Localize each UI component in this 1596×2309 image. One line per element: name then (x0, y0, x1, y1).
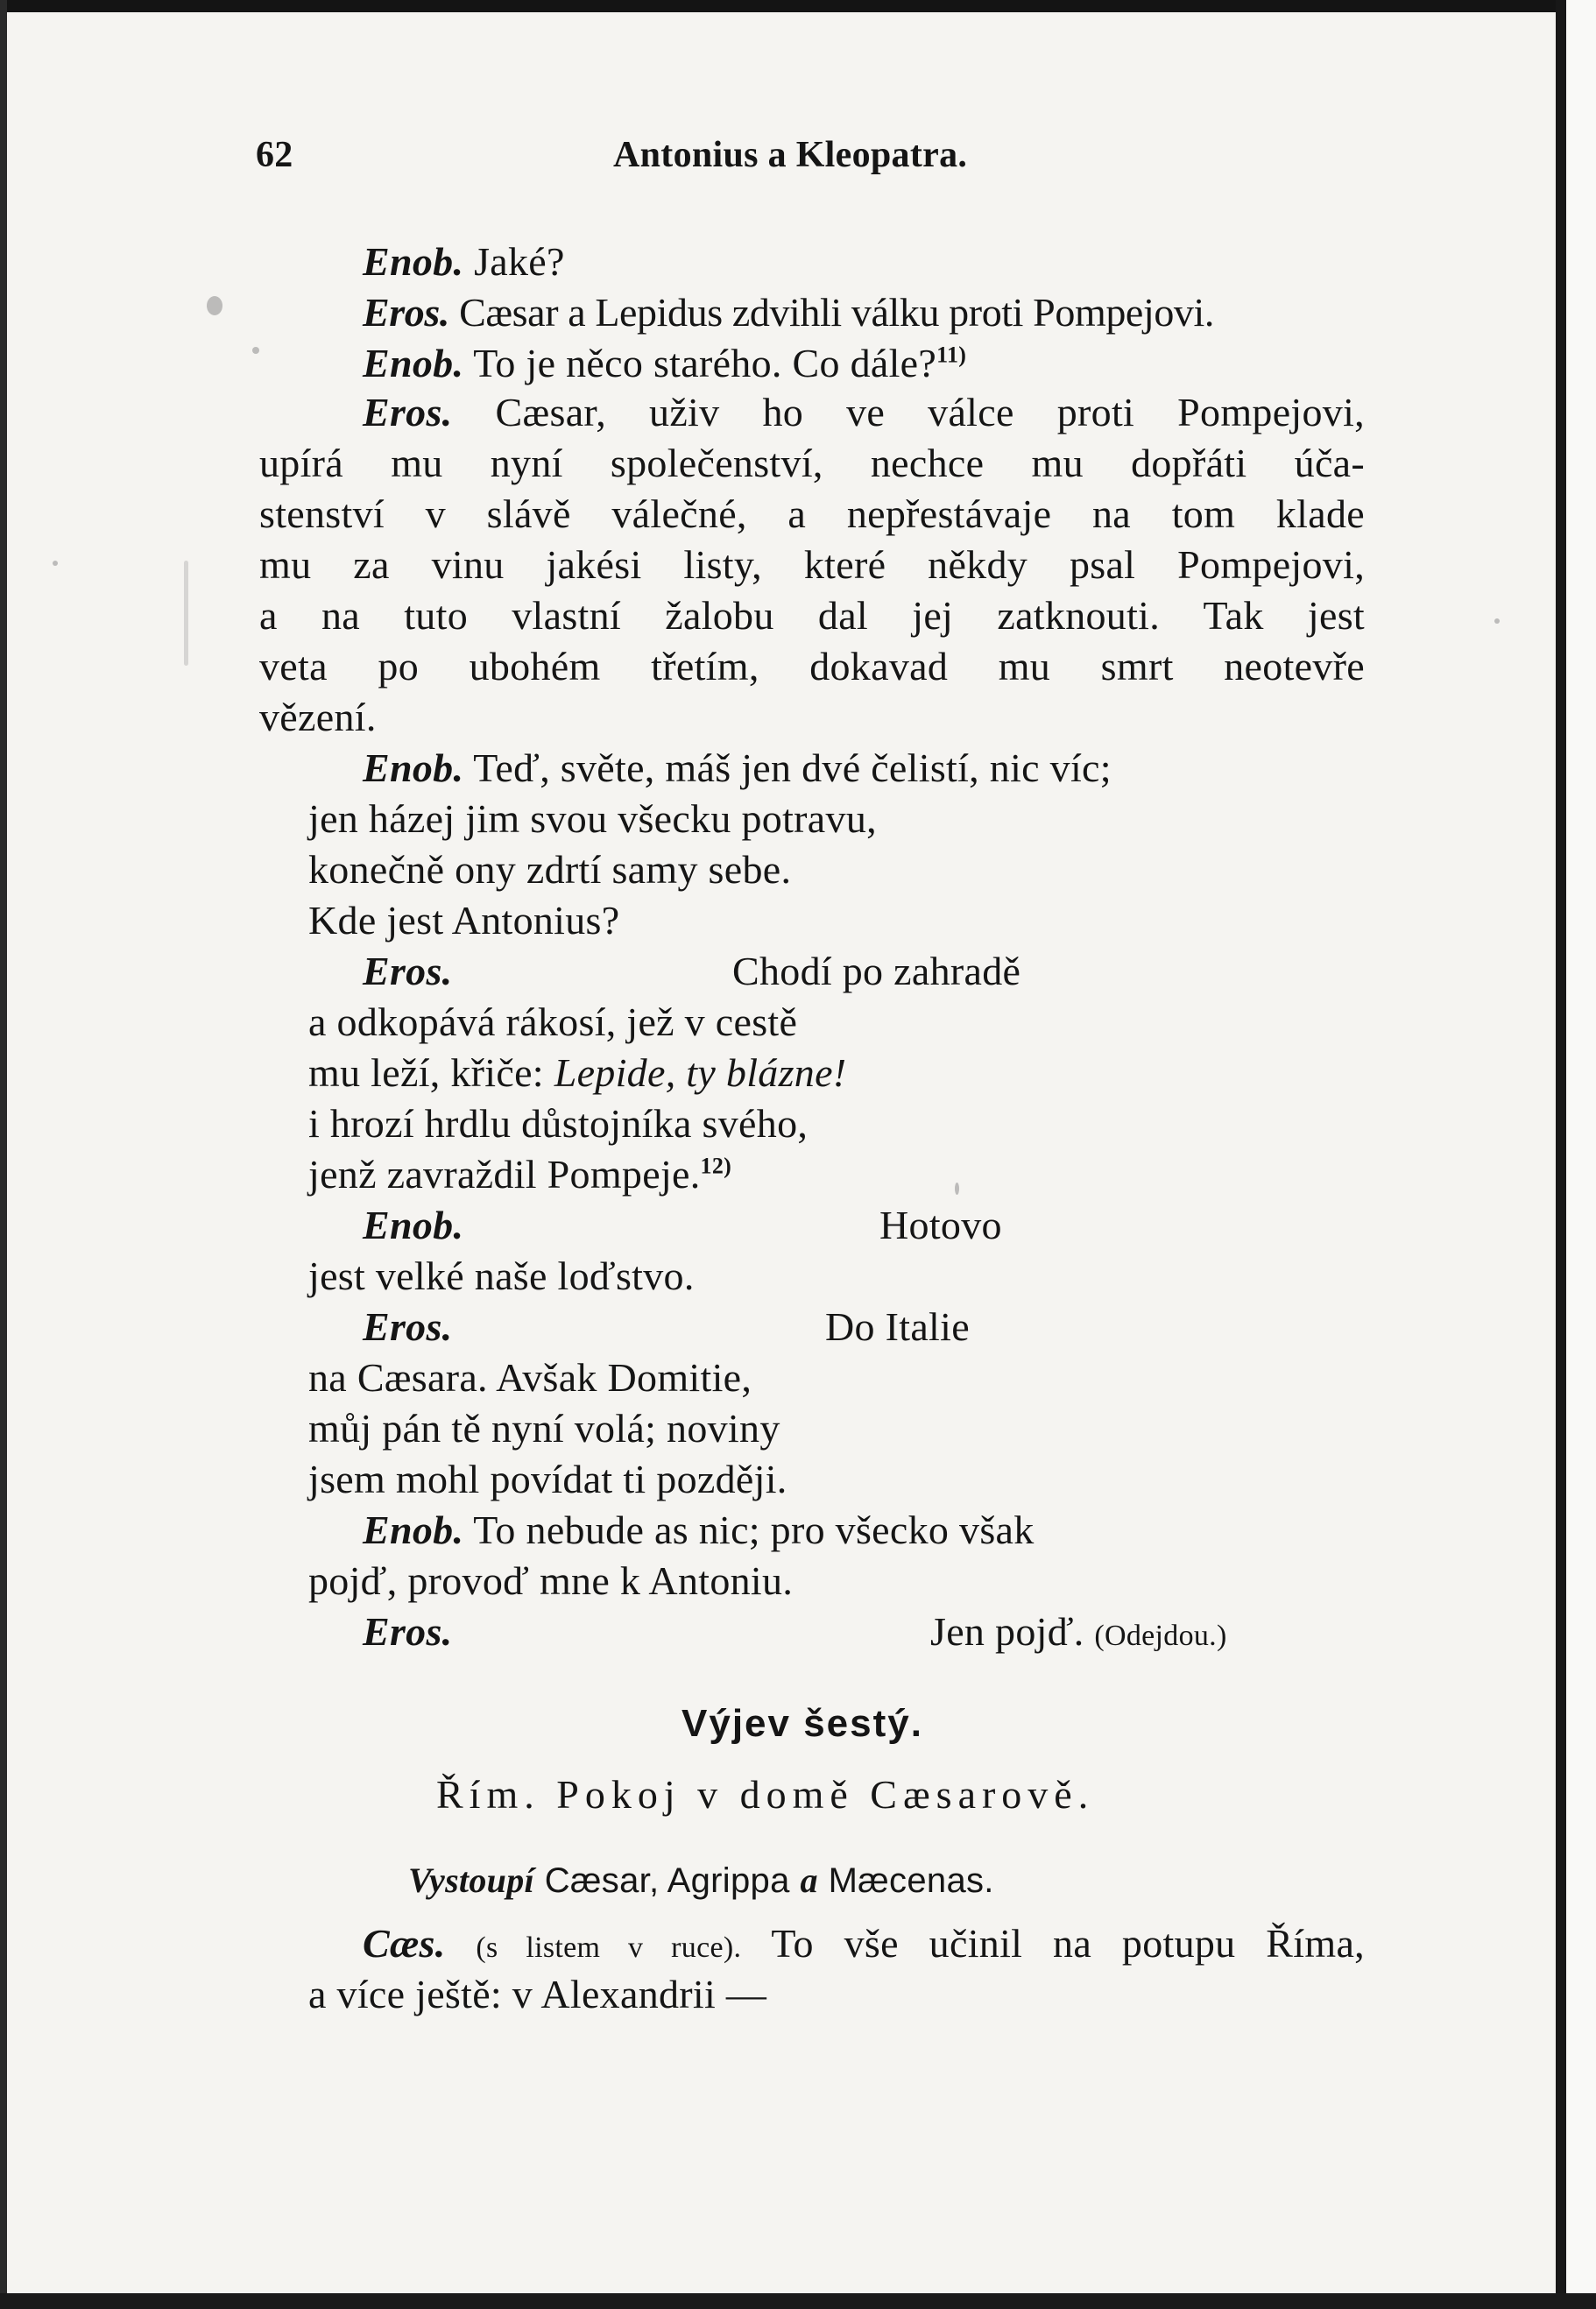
dialogue-line (363, 343, 966, 384)
dialogue-line (363, 290, 1214, 335)
stage-direction: (Odejdou.) (1094, 1620, 1227, 1652)
entrance-names: Cæsar, Agrippa (544, 1861, 790, 1900)
scene-title: Výjev šestý. (681, 1702, 923, 1745)
verse-line: pojď, provoď mne k Antoniu. (308, 1558, 794, 1603)
speaker-name: Enob. (363, 341, 464, 385)
verse-line: můj pán tě nyní volá; noviny (308, 1406, 780, 1451)
prose-line: mu za vinu jakési listy, které někdy psal Pompejovi, (259, 542, 1365, 587)
prose-line: stenství v slávě válečné, a nepřestávaje na tom klade (259, 491, 1365, 536)
prose-line: vězení. (259, 695, 377, 739)
stage-direction: (s listem v ruce). (476, 1931, 742, 1964)
speaker-name: Enob. (363, 745, 464, 790)
dialogue-line (363, 1510, 1035, 1550)
dialogue-line (363, 951, 452, 992)
entrance-conj: a (800, 1861, 818, 1900)
entrance-last: Mæcenas. (828, 1861, 994, 1900)
prose-line: upírá mu nyní společenství, nechce mu dopřáti úča- (259, 441, 1365, 485)
dialogue-line (363, 1609, 453, 1654)
line-text: Cæsar, uživ ho ve válce proti Pompejovi, (495, 390, 1365, 434)
line-text: Chodí po zahradě (732, 949, 1021, 993)
line-text: To vše učinil na potupu Říma, (771, 1921, 1365, 1966)
prose-line: veta po ubohém třetím, dokavad mu smrt neotevře (259, 644, 1365, 688)
verse-line: Kde jest Antonius? (308, 898, 620, 943)
verse-line: jest velké naše loďstvo. (308, 1253, 695, 1298)
running-title: Antonius a Kleopatra. (613, 135, 968, 175)
speaker-name: Eros. (363, 290, 449, 335)
speaker-name: Eros. (363, 1304, 453, 1349)
line-text: Teď, světe, máš jen dvé čelistí, nic víc; (473, 745, 1112, 790)
speaker-name: Eros. (363, 390, 453, 434)
speaker-name: Eros. (363, 1609, 453, 1654)
line-text: Hotovo (879, 1203, 1002, 1247)
speaker-name: Eros. (363, 949, 453, 993)
prose-line: a na tuto vlastní žalobu dal jej zatknouti. Tak jest (259, 593, 1365, 638)
verse-line (308, 1154, 731, 1195)
dialogue-line (363, 1921, 1365, 1966)
dialogue-line (363, 1304, 453, 1349)
verse-line: jsem mohl povídat ti později. (308, 1457, 787, 1501)
line-text: mu leží, křiče: (308, 1050, 544, 1095)
entrance-direction (408, 1859, 994, 1899)
page-number: 62 (256, 135, 293, 175)
footnote-ref: 12) (700, 1153, 732, 1179)
verse-line: i hrozí hrdlu důstojníka svého, (308, 1101, 809, 1146)
verse-line (308, 1050, 847, 1095)
speaker-name: Enob. (363, 1203, 464, 1247)
verse-line: konečně ony zdrtí samy sebe. (308, 847, 792, 892)
line-text: To nebude as nic; pro všecko však (473, 1508, 1035, 1552)
verse-line: na Cæsara. Avšak Domitie, (308, 1355, 752, 1400)
speaker-name: Cæs. (363, 1921, 446, 1966)
verse-line: jen házej jim svou všecku potravu, (308, 796, 877, 841)
dialogue-line (930, 1609, 1227, 1654)
dialogue-line (363, 239, 565, 284)
verse-line: a více ještě: v Alexandrii — (308, 1972, 767, 2016)
verse-line: a odkopává rákosí, jež v cestě (308, 999, 798, 1044)
dialogue-line (363, 1205, 463, 1246)
speaker-name: Enob. (363, 1508, 464, 1552)
entrance-verb: Vystoupí (408, 1861, 534, 1900)
line-text: To je něco starého. Co dále? (473, 341, 937, 385)
line-text: Jaké? (474, 239, 565, 284)
footnote-ref: 11) (936, 342, 967, 368)
line-text: Jen pojď. (930, 1609, 1084, 1654)
dialogue-line (363, 745, 1112, 790)
line-text: jenž zavraždil Pompeje. (308, 1152, 701, 1197)
line-text: Do Italie (825, 1304, 970, 1349)
scene-setting: Řím. Pokoj v domě Cæsarově. (436, 1772, 1095, 1817)
dialogue-line (363, 392, 1365, 433)
quoted-speech: Lepide, ty blázne! (554, 1050, 847, 1095)
line-text: Cæsar a Lepidus zdvihli válku proti Pompejovi. (459, 290, 1214, 335)
speaker-name: Enob. (363, 239, 464, 284)
